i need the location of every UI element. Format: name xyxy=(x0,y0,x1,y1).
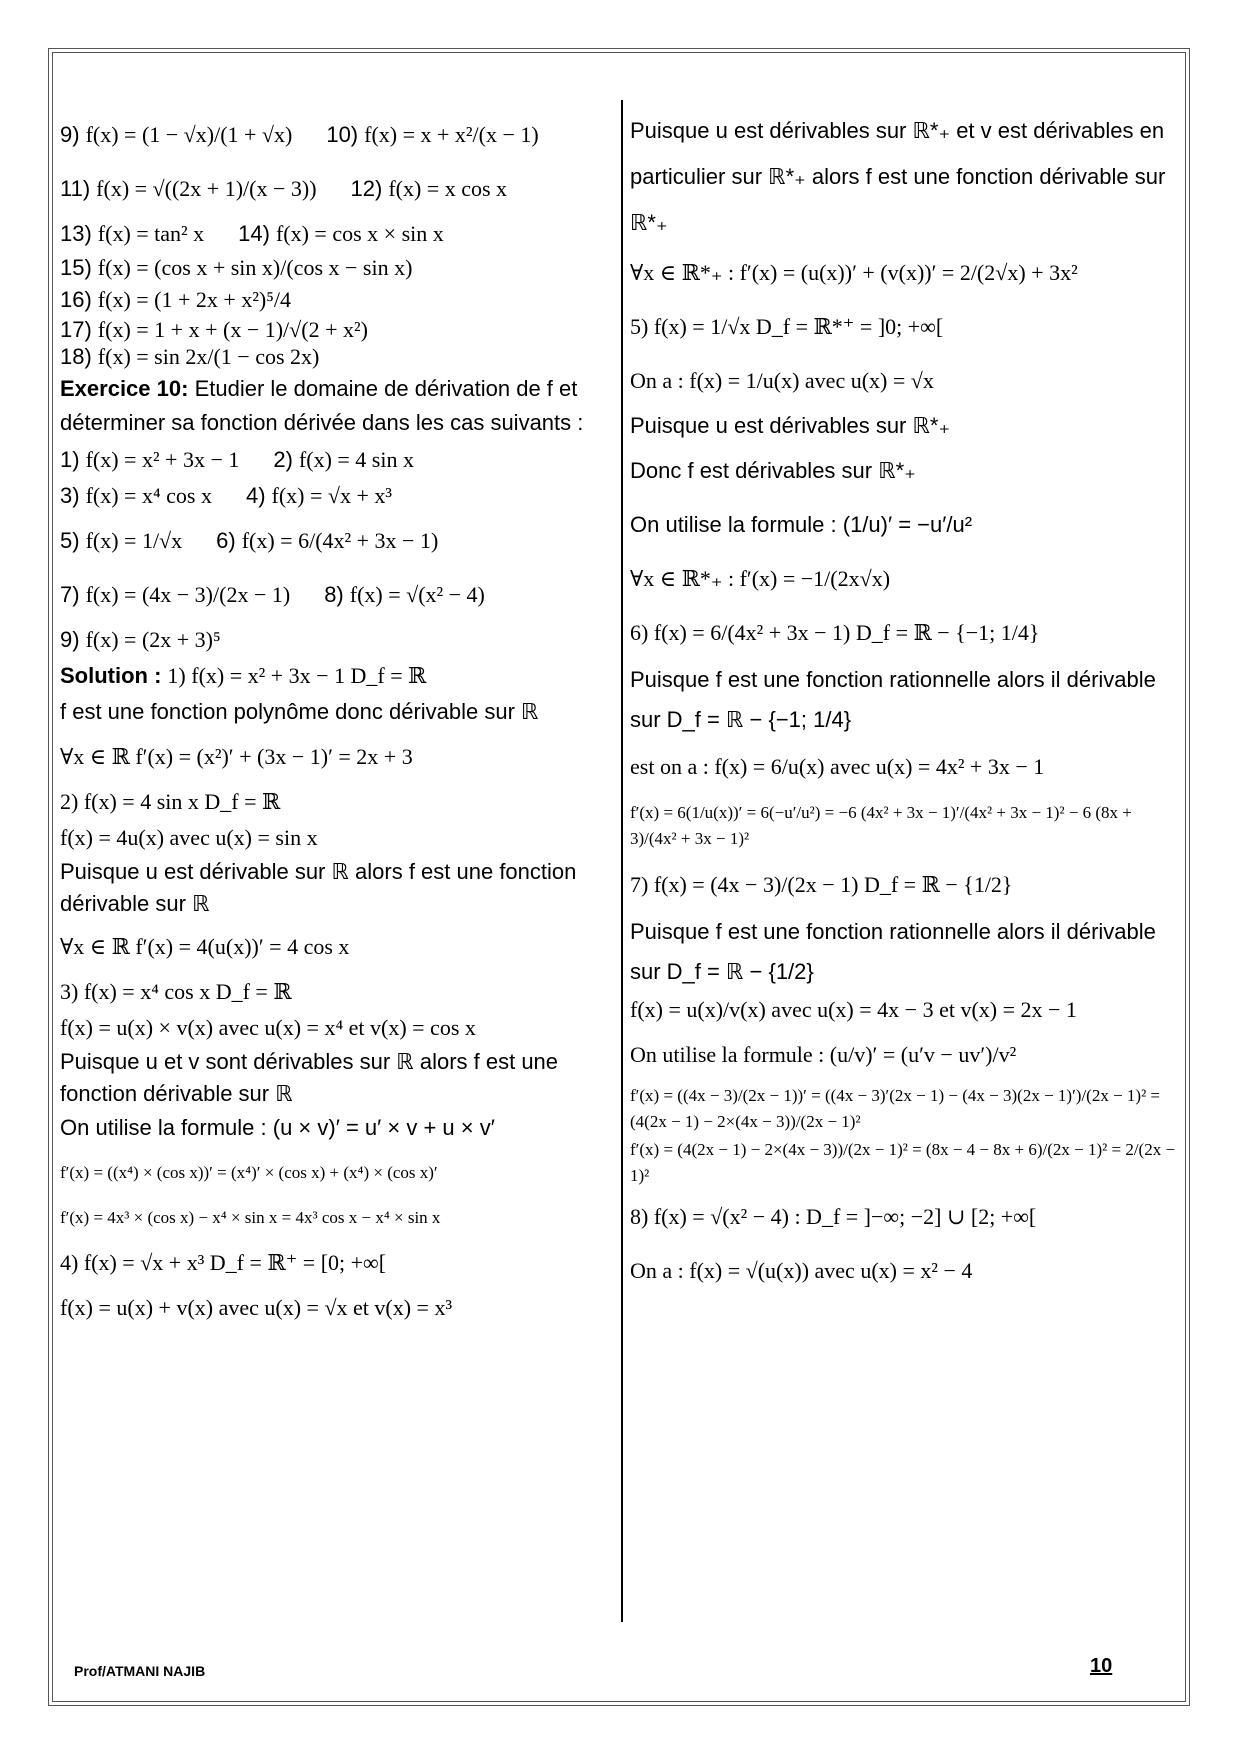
solution-2-header: 2) f(x) = 4 sin x D_f = ℝ xyxy=(60,789,281,814)
solution-6-text: Puisque f est une fonction rationnelle alors il dérivable sur D_f = ℝ − {−1; 1/4} xyxy=(630,667,1156,732)
ex10-row-3: 5) f(x) = 1/√x 6) f(x) = 6/(4x² + 3x − 1) xyxy=(60,528,439,553)
ex9-row-5: 17) f(x) = 1 + x + (x − 1)/√(2 + x²) 18) f(x) = sin 2x/(1 − cos 2x) xyxy=(60,316,368,369)
solution-1-header: Solution : 1) f(x) = x² + 3x − 1 D_f = ℝ xyxy=(60,663,427,688)
solution-8-header: 8) f(x) = √(x² − 4) : D_f = ]−∞; −2] ∪ [2; +∞[ xyxy=(630,1204,1037,1229)
column-divider xyxy=(621,100,623,1622)
sol4-derivative: ∀x ∈ ℝ*₊ : f′(x) = (u(x))′ + (v(x))′ = 2/(2√x) + 3x² xyxy=(630,260,1078,285)
exercise-10-heading xyxy=(60,370,608,442)
ex9-row-1: 9) f(x) = (1 − √x)/(1 + √x) 10) f(x) = x + x²/(x − 1) xyxy=(60,122,539,147)
solution-5-text-2: Donc f est dérivables sur ℝ*₊ xyxy=(630,458,916,483)
solution-6-derivative: f′(x) = 6(1/u(x))′ = 6(−u′/u²) = −6 (4x² + 3x − 1)′/(4x² + 3x − 1)² − 6 (8x + 3)/(4x² + 3x − 1)² xyxy=(630,803,1132,848)
solution-5-formula: On utilise la formule : (1/u)′ = −u′/u² xyxy=(630,512,973,537)
right-column xyxy=(630,108,1180,1298)
sol4-continued-text: Puisque u est dérivables sur ℝ*₊ et v est dérivables en particulier sur ℝ*₊ alors f est une fonction dérivable sur ℝ*₊ xyxy=(630,118,1166,235)
solution-3-text: Puisque u et v sont dérivables sur ℝ alors f est une fonction dérivable sur ℝ xyxy=(60,1049,559,1106)
solution-7-header: 7) f(x) = (4x − 3)/(2x − 1) D_f = ℝ − {1/2} xyxy=(630,872,1013,897)
solution-2-decomposition: f(x) = 4u(x) avec u(x) = sin x xyxy=(60,825,318,850)
solution-7-derivative-2: f′(x) = (4(2x − 1) − 2×(4x − 3))/(2x − 1)² = (8x − 4 − 8x + 6)/(2x − 1)² = 2/(2x − 1)² xyxy=(630,1140,1176,1185)
ex10-row-4: 7) f(x) = (4x − 3)/(2x − 1) 8) f(x) = √(x² − 4) xyxy=(60,582,485,607)
ex9-row-3: 13) f(x) = tan² x 14) f(x) = cos x × sin x xyxy=(60,221,444,246)
solution-3-derivative-1: f′(x) = ((x⁴) × (cos x))′ = (x⁴)′ × (cos x) + (x⁴) × (cos x)′ xyxy=(60,1163,438,1182)
solution-7-formula: On utilise la formule : (u/v)′ = (u′v − uv′)/v² xyxy=(630,1042,1017,1067)
solution-5-header: 5) f(x) = 1/√x D_f = ℝ*⁺ = ]0; +∞[ xyxy=(630,314,944,339)
solution-3-formula: On utilise la formule : (u × v)′ = u′ × v + u × v′ xyxy=(60,1115,495,1140)
solution-4-decomposition: f(x) = u(x) + v(x) avec u(x) = √x et v(x) = x³ xyxy=(60,1295,453,1320)
solution-5-text-1: Puisque u est dérivables sur ℝ*₊ xyxy=(630,413,951,438)
exercise-10-title: Exercice 10: xyxy=(60,376,189,401)
exercise-9-list xyxy=(60,108,608,370)
solution-1-derivative: ∀x ∈ ℝ f′(x) = (x²)′ + (3x − 1)′ = 2x + 3 xyxy=(60,744,413,769)
exercise-10-list xyxy=(60,442,608,658)
solution-4-header: 4) f(x) = √x + x³ D_f = ℝ⁺ = [0; +∞[ xyxy=(60,1250,387,1275)
solution-5-derivative: ∀x ∈ ℝ*₊ : f′(x) = −1/(2x√x) xyxy=(630,566,891,591)
left-column xyxy=(60,108,608,1326)
ex10-row-5: 9) f(x) = (2x + 3)⁵ xyxy=(60,627,221,652)
ex10-row-2: 3) f(x) = x⁴ cos x 4) f(x) = √x + x³ xyxy=(60,483,392,508)
solution-label: Solution : xyxy=(60,663,162,688)
page-number: 10 xyxy=(1090,1655,1113,1677)
solution-3-decomposition: f(x) = u(x) × v(x) avec u(x) = x⁴ et v(x) = cos x xyxy=(60,1015,476,1040)
ex9-row-2: 11) f(x) = √((2x + 1)/(x − 3)) 12) f(x) = x cos x xyxy=(60,176,508,201)
solution-8-decomposition: On a : f(x) = √(u(x)) avec u(x) = x² − 4 xyxy=(630,1258,973,1283)
exercise-10-statement: Etudier le domaine de dérivation de f et déterminer sa fonction dérivée dans les cas suivants : xyxy=(60,376,584,435)
solution-block xyxy=(60,658,608,1326)
ex10-row-1: 1) f(x) = x² + 3x − 1 2) f(x) = 4 sin x xyxy=(60,447,414,472)
ex9-row-4: 15) f(x) = (cos x + sin x)/(cos x − sin x) 16) f(x) = (1 + 2x + x²)⁵/4 xyxy=(60,255,413,312)
solution-7-decomposition: f(x) = u(x)/v(x) avec u(x) = 4x − 3 et v(x) = 2x − 1 xyxy=(630,997,1077,1022)
solution-6-decomposition: est on a : f(x) = 6/u(x) avec u(x) = 4x² + 3x − 1 xyxy=(630,754,1045,779)
solution-7-derivative-1: f′(x) = ((4x − 3)/(2x − 1))′ = ((4x − 3)′(2x − 1) − (4x − 3)(2x − 1)′)/(2x − 1)² = (4(2x − 1) − 2×(4x − 3))/(2x − 1)² xyxy=(630,1086,1161,1131)
solution-1-text: f est une fonction polynôme donc dérivable sur ℝ xyxy=(60,699,539,724)
solution-2-text: Puisque u est dérivable sur ℝ alors f est une fonction dérivable sur ℝ xyxy=(60,859,577,916)
footer-author: Prof/ATMANI NAJIB xyxy=(74,1663,206,1679)
solution-3-derivative-2: f′(x) = 4x³ × (cos x) − x⁴ × sin x = 4x³ cos x − x⁴ × sin x xyxy=(60,1208,441,1227)
solution-5-decomposition: On a : f(x) = 1/u(x) avec u(x) = √x xyxy=(630,368,934,393)
solution-2-derivative: ∀x ∈ ℝ f′(x) = 4(u(x))′ = 4 cos x xyxy=(60,934,350,959)
solution-3-header: 3) f(x) = x⁴ cos x D_f = ℝ xyxy=(60,979,292,1004)
solution-6-header: 6) f(x) = 6/(4x² + 3x − 1) D_f = ℝ − {−1; 1/4} xyxy=(630,620,1040,645)
solution-7-text: Puisque f est une fonction rationnelle alors il dérivable sur D_f = ℝ − {1/2} xyxy=(630,919,1156,984)
